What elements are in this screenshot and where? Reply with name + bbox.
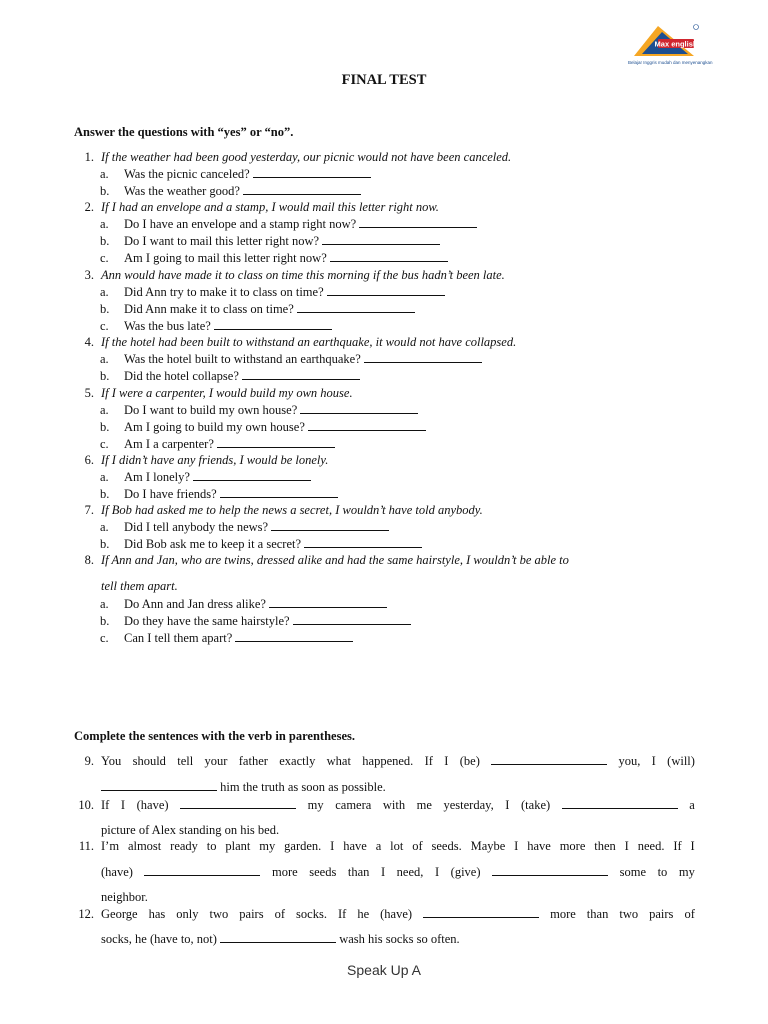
sentence-word: of xyxy=(274,907,286,921)
sub-question-text: Did I tell anybody the news? xyxy=(124,520,269,534)
sentence-word: my xyxy=(307,798,324,812)
question-premise: Ann would have made it to class on time this morning if the bus hadn’t been late. xyxy=(101,268,505,282)
sub-question-text: Am I going to mail this letter right now? xyxy=(124,251,327,265)
question-number: 12. xyxy=(78,907,94,921)
answer-blank[interactable] xyxy=(293,613,411,625)
answer-blank[interactable] xyxy=(364,351,482,363)
sub-question-text: Did Ann try to make it to class on time? xyxy=(124,285,324,299)
sentence-line xyxy=(101,931,460,947)
answer-blank[interactable] xyxy=(330,250,448,262)
sub-question-letter: a. xyxy=(100,520,109,534)
sub-question-letter: a. xyxy=(100,403,109,417)
sentence-word: If xyxy=(673,839,682,853)
sub-question xyxy=(124,596,387,612)
sentence-word: ready xyxy=(170,839,198,853)
answer-blank[interactable] xyxy=(253,166,371,178)
sentence-word: socks, he (have to, not) xyxy=(101,932,217,946)
sentence-word: Maybe xyxy=(470,839,506,853)
sentence-word: than xyxy=(347,865,370,879)
sentence-word: to xyxy=(657,865,668,879)
sentence-word: has xyxy=(148,907,166,921)
sub-question-letter: b. xyxy=(100,369,110,383)
answer-blank[interactable] xyxy=(297,301,415,313)
sub-question xyxy=(124,183,361,199)
answer-blank[interactable] xyxy=(220,486,338,498)
sub-question-letter: c. xyxy=(100,437,109,451)
sentence-word: than xyxy=(586,907,609,921)
sub-question-letter: b. xyxy=(100,614,110,628)
sub-question-letter: b. xyxy=(100,234,110,248)
question-number: 11. xyxy=(78,839,94,853)
answer-blank[interactable] xyxy=(304,536,422,548)
sentence-word: socks. xyxy=(296,907,327,921)
sentence-word: camera xyxy=(335,798,372,812)
sentence-line xyxy=(101,864,695,880)
sub-question xyxy=(124,233,440,249)
answer-blank[interactable] xyxy=(235,630,353,642)
sub-question xyxy=(124,486,338,502)
answer-blank[interactable] xyxy=(271,519,389,531)
sentence-word: tell xyxy=(177,754,194,768)
answer-blank[interactable] xyxy=(491,753,607,765)
sentence-word: him the truth as soon as possible. xyxy=(220,780,386,794)
sub-question xyxy=(124,368,360,384)
sentence-word: of xyxy=(684,907,695,921)
sentence-word: should xyxy=(132,754,166,768)
sentence-word: I xyxy=(380,865,386,879)
sub-question xyxy=(124,536,422,552)
question-premise: If I were a carpenter, I would build my own house. xyxy=(101,386,353,400)
question-premise-cont: tell them apart. xyxy=(101,579,178,593)
sentence-word: I xyxy=(514,839,519,853)
sentence-word: need. xyxy=(637,839,665,853)
sentence-word: I’m xyxy=(101,839,120,853)
sub-question-text: Was the bus late? xyxy=(124,319,211,333)
sentence-word: I xyxy=(444,754,449,768)
section1-heading: Answer the questions with “yes” or “no”. xyxy=(74,125,294,139)
question-number: 1. xyxy=(84,150,94,164)
answer-blank[interactable] xyxy=(269,596,387,608)
sentence-word: what xyxy=(326,754,351,768)
sentence-word: you, xyxy=(618,754,641,768)
sentence-word: I xyxy=(624,839,629,853)
sub-question-letter: c. xyxy=(100,319,109,333)
sentence-word: my xyxy=(678,865,695,879)
sub-question xyxy=(124,166,371,182)
question-premise: If I didn’t have any friends, I would be lonely. xyxy=(101,453,329,467)
answer-blank[interactable] xyxy=(217,436,335,448)
page-title: FINAL TEST xyxy=(341,72,427,88)
sub-question xyxy=(124,613,411,629)
question-number: 8. xyxy=(84,553,94,567)
sub-question-letter: a. xyxy=(100,352,109,366)
answer-blank[interactable] xyxy=(220,931,336,943)
answer-blank[interactable] xyxy=(327,284,445,296)
sub-question-text: Was the weather good? xyxy=(124,184,240,198)
sentence-word: pairs xyxy=(239,907,264,921)
sub-question-letter: b. xyxy=(100,420,110,434)
sentence-word: some xyxy=(619,865,647,879)
sentence-word: more xyxy=(550,907,576,921)
question-premise: If I had an envelope and a stamp, I would mail this letter right now. xyxy=(101,200,439,214)
sub-question-letter: a. xyxy=(100,470,109,484)
sub-question-letter: c. xyxy=(100,631,109,645)
sentence-word: a xyxy=(375,839,382,853)
sub-question xyxy=(124,469,311,485)
sentence-line xyxy=(101,889,148,905)
footer: Speak Up A xyxy=(347,962,421,978)
sentence-word: more xyxy=(559,839,586,853)
sentence-word: (have) xyxy=(101,865,133,879)
sentence-word: lot xyxy=(390,839,404,853)
sub-question-text: Did Bob ask me to keep it a secret? xyxy=(124,537,302,551)
question-number: 7. xyxy=(84,503,94,517)
sentence-line xyxy=(101,822,279,838)
sentence-word: a xyxy=(689,798,695,812)
sub-question-text: Am I going to build my own house? xyxy=(124,420,305,434)
sentence-word: If xyxy=(337,907,347,921)
sentence-word: pairs xyxy=(649,907,674,921)
sentence-word: have xyxy=(343,839,367,853)
answer-blank[interactable] xyxy=(308,419,426,431)
answer-blank[interactable] xyxy=(562,797,678,809)
sentence-word: plant xyxy=(225,839,251,853)
answer-blank[interactable] xyxy=(101,779,217,791)
logo-brand: Max english xyxy=(654,39,698,49)
sentence-word: (be) xyxy=(459,754,480,768)
sub-question-text: Do they have the same hairstyle? xyxy=(124,614,290,628)
sentence-word: almost xyxy=(127,839,162,853)
sentence-word: seeds. xyxy=(431,839,462,853)
question-number: 2. xyxy=(84,200,94,214)
sub-question xyxy=(124,351,482,367)
sub-question xyxy=(124,318,332,334)
sentence-word: need, xyxy=(396,865,424,879)
sentence-word: then xyxy=(594,839,616,853)
sentence-word: father xyxy=(238,754,268,768)
question-number: 10. xyxy=(78,798,94,812)
question-premise: If Bob had asked me to help the news a secret, I wouldn’t have told anybody. xyxy=(101,503,483,517)
sentence-word: exactly xyxy=(279,754,316,768)
sentence-word: George xyxy=(101,907,138,921)
sentence-word: garden. xyxy=(284,839,322,853)
sentence-word: You xyxy=(101,754,122,768)
sub-question xyxy=(124,216,477,232)
sub-question xyxy=(124,301,415,317)
sub-question xyxy=(124,402,418,418)
sub-question xyxy=(124,419,426,435)
sentence-word: have xyxy=(527,839,551,853)
question-premise: If Ann and Jan, who are twins, dressed alike and had the same hairstyle, I wouldn’t be able to xyxy=(101,553,569,567)
sub-question-text: Did the hotel collapse? xyxy=(124,369,239,383)
question-number: 9. xyxy=(84,754,94,768)
sentence-word: your xyxy=(204,754,228,768)
sentence-word: seeds xyxy=(309,865,337,879)
answer-blank[interactable] xyxy=(423,906,539,918)
sentence-word: he xyxy=(357,907,370,921)
sub-question-text: Do I have an envelope and a stamp right now? xyxy=(124,217,357,231)
sentence-word: with xyxy=(382,798,406,812)
sentence-word: (take) xyxy=(521,798,551,812)
sub-question xyxy=(124,284,445,300)
question-number: 6. xyxy=(84,453,94,467)
sentence-word: I xyxy=(120,798,126,812)
sub-question xyxy=(124,436,335,452)
sentence-word: two xyxy=(619,907,639,921)
sentence-word: I xyxy=(434,865,440,879)
sentence-line xyxy=(101,753,695,769)
sentence-word: neighbor. xyxy=(101,890,148,904)
answer-blank[interactable] xyxy=(242,368,360,380)
sub-question-text: Do Ann and Jan dress alike? xyxy=(124,597,266,611)
answer-blank[interactable] xyxy=(193,469,311,481)
sub-question xyxy=(124,630,353,646)
answer-blank[interactable] xyxy=(180,797,296,809)
answer-blank[interactable] xyxy=(300,402,418,414)
answer-blank[interactable] xyxy=(214,318,332,330)
sub-question-text: Was the hotel built to withstand an earthquake? xyxy=(124,352,361,366)
question-number: 5. xyxy=(84,386,94,400)
sentence-word: If xyxy=(424,754,433,768)
sentence-word: to xyxy=(206,839,217,853)
sentence-word: yesterday, xyxy=(443,798,494,812)
sub-question-letter: b. xyxy=(100,302,110,316)
sentence-word: If xyxy=(101,798,110,812)
sub-question xyxy=(124,519,389,535)
sub-question-letter: b. xyxy=(100,487,110,501)
sentence-word: picture of Alex standing on his bed. xyxy=(101,823,280,837)
sentence-word: my xyxy=(259,839,276,853)
sentence-word: (have) xyxy=(136,798,169,812)
sentence-line xyxy=(101,779,386,795)
sub-question-text: Do I have friends? xyxy=(124,487,217,501)
question-number: 4. xyxy=(84,335,94,349)
sentence-line xyxy=(101,838,695,854)
sub-question-letter: a. xyxy=(100,167,109,181)
question-number: 3. xyxy=(84,268,94,282)
sub-question-text: Can I tell them apart? xyxy=(124,631,233,645)
sentence-word: (have) xyxy=(380,907,413,921)
sub-question-letter: b. xyxy=(100,537,110,551)
logo-tagline: Belajar Inggris mudah dan menyenangkan xyxy=(628,60,713,65)
sentence-word: (give) xyxy=(450,865,481,879)
sentence-word: (will) xyxy=(667,754,695,768)
sentence-word: I xyxy=(690,839,695,853)
sentence-word: two xyxy=(209,907,229,921)
sub-question-letter: a. xyxy=(100,285,109,299)
sentence-line xyxy=(101,906,695,922)
sub-question-letter: a. xyxy=(100,597,109,611)
sub-question-text: Am I lonely? xyxy=(124,470,190,484)
sub-question-text: Did Ann make it to class on time? xyxy=(124,302,294,316)
sentence-word: me xyxy=(416,798,432,812)
question-premise: If the weather had been good yesterday, our picnic would not have been canceled. xyxy=(101,150,512,164)
question-premise: If the hotel had been built to withstand an earthquake, it would not have collapsed. xyxy=(101,335,517,349)
sub-question-text: Was the picnic canceled? xyxy=(124,167,250,181)
answer-blank[interactable] xyxy=(492,864,608,876)
sentence-word: more xyxy=(272,865,298,879)
sub-question-letter: a. xyxy=(100,217,109,231)
sub-question-letter: c. xyxy=(100,251,109,265)
sentence-line xyxy=(101,797,695,813)
sentence-word: of xyxy=(412,839,423,853)
sentence-word: I xyxy=(505,798,510,812)
answer-blank[interactable] xyxy=(322,233,440,245)
sentence-word: I xyxy=(330,839,335,853)
sub-question-text: Do I want to build my own house? xyxy=(124,403,298,417)
sub-question xyxy=(124,250,448,266)
answer-blank[interactable] xyxy=(144,864,260,876)
sentence-word: wash his socks so often. xyxy=(339,932,460,946)
sentence-word: happened. xyxy=(362,754,414,768)
answer-blank[interactable] xyxy=(359,216,477,228)
sentence-word: I xyxy=(651,754,656,768)
sub-question-text: Do I want to mail this letter right now? xyxy=(124,234,320,248)
sub-question-letter: b. xyxy=(100,184,110,198)
sentence-word: only xyxy=(176,907,199,921)
answer-blank[interactable] xyxy=(243,183,361,195)
sub-question-text: Am I a carpenter? xyxy=(124,437,214,451)
section2-heading: Complete the sentences with the verb in parentheses. xyxy=(74,729,355,743)
